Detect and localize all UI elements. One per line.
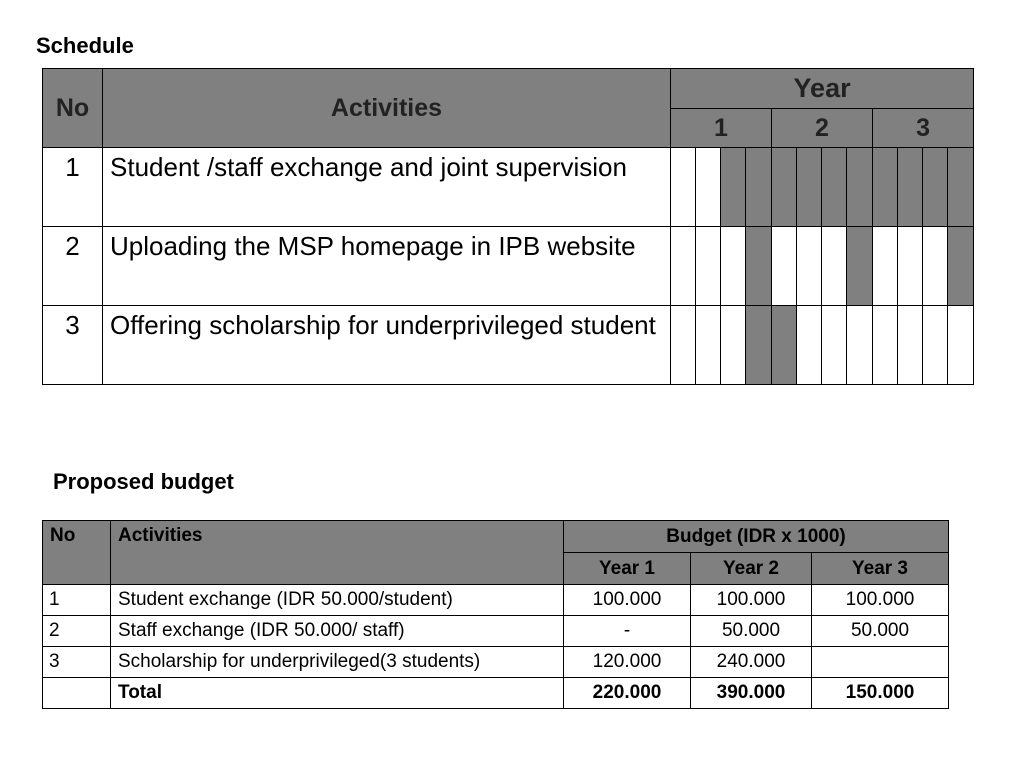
budget-row xyxy=(43,585,949,616)
schedule-header-no: No xyxy=(43,69,103,148)
schedule-cell-active xyxy=(746,148,772,227)
budget-total-row xyxy=(43,678,949,709)
schedule-cell-active xyxy=(948,148,974,227)
budget-row-activity: Staff exchange (IDR 50.000/ staff) xyxy=(111,616,564,647)
schedule-cell xyxy=(873,227,898,306)
schedule-table xyxy=(42,68,974,385)
budget-row-activity: Student exchange (IDR 50.000/student) xyxy=(111,585,564,616)
schedule-cell xyxy=(721,306,746,385)
schedule-row-no: 1 xyxy=(43,148,103,227)
schedule-cell-active xyxy=(822,148,847,227)
budget-total-year-1: 220.000 xyxy=(564,678,691,709)
schedule-cell xyxy=(671,227,696,306)
schedule-cell xyxy=(847,306,873,385)
budget-row-no: 1 xyxy=(43,585,111,616)
schedule-cell-active xyxy=(721,148,746,227)
schedule-title: Schedule xyxy=(36,33,134,58)
schedule-cell xyxy=(671,148,696,227)
budget-header-activities: Activities xyxy=(111,521,564,585)
budget-row-activity: Scholarship for underprivileged(3 students) xyxy=(111,647,564,678)
schedule-cell xyxy=(772,227,797,306)
schedule-header-year: Year xyxy=(671,69,974,109)
schedule-cell xyxy=(797,227,822,306)
budget-row xyxy=(43,647,949,678)
schedule-cell-active xyxy=(847,148,873,227)
budget-row-year-2: 50.000 xyxy=(691,616,812,647)
budget-title: Proposed budget xyxy=(53,469,234,494)
schedule-cell xyxy=(696,306,721,385)
budget-total-year-2: 390.000 xyxy=(691,678,812,709)
schedule-cell-active xyxy=(797,148,822,227)
budget-header-budget: Budget (IDR x 1000) xyxy=(564,521,949,553)
schedule-header-year-1: 1 xyxy=(671,109,772,148)
schedule-cell-active xyxy=(772,148,797,227)
budget-row-year-3: 100.000 xyxy=(812,585,949,616)
schedule-header-year-3: 3 xyxy=(873,109,974,148)
schedule-cell xyxy=(696,227,721,306)
schedule-row-activity: Offering scholarship for underprivileged student xyxy=(103,306,671,385)
budget-total-label: Total xyxy=(111,678,564,709)
budget-row-year-3 xyxy=(812,647,949,678)
schedule-cell xyxy=(696,148,721,227)
schedule-cell xyxy=(898,227,923,306)
budget-total-no xyxy=(43,678,111,709)
budget-row-year-2: 240.000 xyxy=(691,647,812,678)
schedule-cell-active xyxy=(772,306,797,385)
schedule-cell-active xyxy=(923,148,948,227)
schedule-row xyxy=(43,148,974,227)
schedule-cell xyxy=(822,306,847,385)
schedule-cell-active xyxy=(898,148,923,227)
schedule-row xyxy=(43,306,974,385)
budget-row-year-3: 50.000 xyxy=(812,616,949,647)
schedule-row xyxy=(43,227,974,306)
budget-row-no: 3 xyxy=(43,647,111,678)
schedule-row-activity: Student /staff exchange and joint supervision xyxy=(103,148,671,227)
budget-row xyxy=(43,616,949,647)
budget-header-year-2: Year 2 xyxy=(691,553,812,585)
schedule-row-activity: Uploading the MSP homepage in IPB website xyxy=(103,227,671,306)
schedule-cell-active xyxy=(948,227,974,306)
schedule-row-no: 3 xyxy=(43,306,103,385)
budget-header-no: No xyxy=(43,521,111,585)
schedule-cell-active xyxy=(847,227,873,306)
budget-table xyxy=(42,520,949,709)
schedule-cell xyxy=(721,227,746,306)
budget-header-year-1: Year 1 xyxy=(564,553,691,585)
schedule-cell xyxy=(923,227,948,306)
schedule-header-activities: Activities xyxy=(103,69,671,148)
budget-row-year-1: 100.000 xyxy=(564,585,691,616)
schedule-cell-active xyxy=(746,227,772,306)
budget-total-year-3: 150.000 xyxy=(812,678,949,709)
budget-row-year-2: 100.000 xyxy=(691,585,812,616)
schedule-cell xyxy=(898,306,923,385)
schedule-header-year-2: 2 xyxy=(772,109,873,148)
budget-header-year-3: Year 3 xyxy=(812,553,949,585)
budget-row-no: 2 xyxy=(43,616,111,647)
schedule-row-no: 2 xyxy=(43,227,103,306)
budget-row-year-1: 120.000 xyxy=(564,647,691,678)
schedule-cell xyxy=(797,306,822,385)
budget-row-year-1: - xyxy=(564,616,691,647)
schedule-cell xyxy=(948,306,974,385)
schedule-cell xyxy=(822,227,847,306)
schedule-cell xyxy=(923,306,948,385)
schedule-cell-active xyxy=(746,306,772,385)
schedule-cell xyxy=(873,306,898,385)
schedule-cell xyxy=(671,306,696,385)
schedule-cell-active xyxy=(873,148,898,227)
